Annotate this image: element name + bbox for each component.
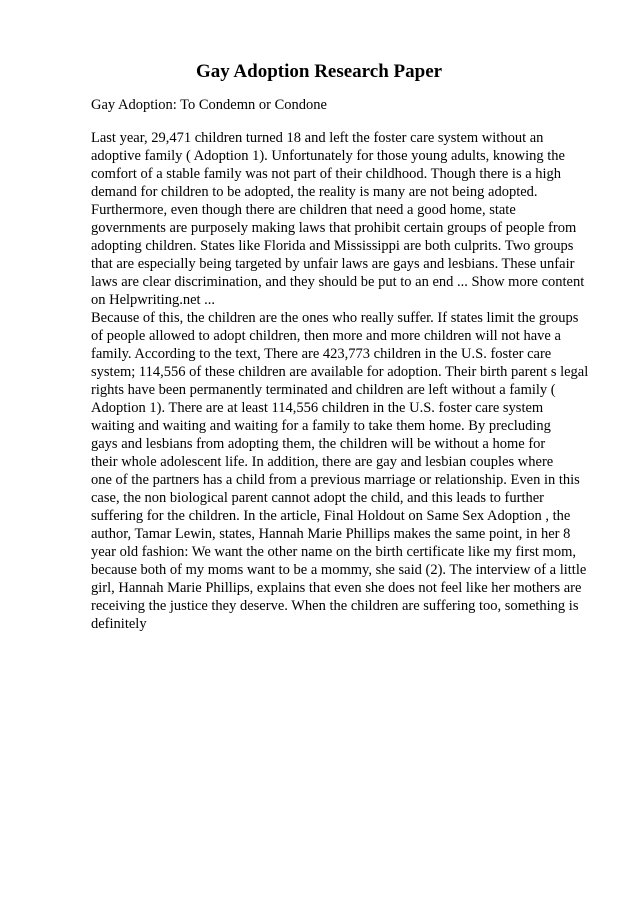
body-text (91, 129, 601, 633)
body-text-line: girl, Hannah Marie Phillips, explains that even she does not feel like her mothers are (91, 580, 582, 596)
body-text-line: because both of my moms want to be a mommy, she said (2). The interview of a little (91, 562, 587, 578)
body-text-line: Last year, 29,471 children turned 18 and left the foster care system without an (91, 130, 544, 146)
body-text-line: definitely (91, 616, 147, 632)
body-text-line: that are especially being targeted by unfair laws are gays and lesbians. These unfair (91, 256, 575, 272)
body-text-line: adoptive family ( Adoption 1). Unfortunately for those young adults, knowing the (91, 148, 565, 164)
body-text-line: waiting and waiting and waiting for a family to take them home. By precluding (91, 418, 551, 434)
body-text-line: gays and lesbians from adopting them, the children will be without a home for (91, 436, 546, 452)
document-title: Gay Adoption Research Paper (195, 61, 443, 82)
body-text-line: suffering for the children. In the article, Final Holdout on Same Sex Adoption , the (91, 508, 571, 524)
body-text-line: their whole adolescent life. In addition, there are gay and lesbian couples where (91, 454, 554, 470)
body-text-line: family. According to the text, There are 423,773 children in the U.S. foster care (91, 346, 552, 362)
body-text-line: case, the non biological parent cannot adopt the child, and this leads to further (91, 490, 544, 506)
body-text-line: rights have been permanently terminated and children are left without a family ( (91, 382, 556, 398)
body-text-line: one of the partners has a child from a previous marriage or relationship. Even in this (91, 472, 580, 488)
body-text-line: Because of this, the children are the ones who really suffer. If states limit the groups (91, 310, 579, 326)
body-text-line: governments are purposely making laws that prohibit certain groups of people from (91, 220, 577, 236)
body-text-line: author, Tamar Lewin, states, Hannah Marie Phillips makes the same point, in her 8 (91, 526, 571, 542)
body-text-line: laws are clear discrimination, and they should be put to an end ... Show more content (91, 274, 585, 290)
body-text-line: demand for children to be adopted, the reality is many are not being adopted. (91, 184, 538, 200)
body-text-line: Adoption 1). There are at least 114,556 children in the U.S. foster care system (91, 400, 544, 416)
body-text-line: on Helpwriting.net ... (91, 292, 216, 308)
body-text-line: comfort of a stable family was not part of their childhood. Though there is a high (91, 166, 562, 182)
body-text-line: Furthermore, even though there are children that need a good home, state (91, 202, 516, 218)
body-text-line: receiving the justice they deserve. When the children are suffering too, something is (91, 598, 579, 614)
body-text-line: system; 114,556 of these children are available for adoption. Their birth parent s legal (91, 364, 589, 380)
document-subtitle: Gay Adoption: To Condemn or Condone (91, 97, 327, 113)
body-text-line: of people allowed to adopt children, then more and more children will not have a (91, 328, 561, 344)
body-text-line: year old fashion: We want the other name on the birth certificate like my first mom, (91, 544, 576, 560)
body-text-line: adopting children. States like Florida and Mississippi are both culprits. Two groups (91, 238, 574, 254)
